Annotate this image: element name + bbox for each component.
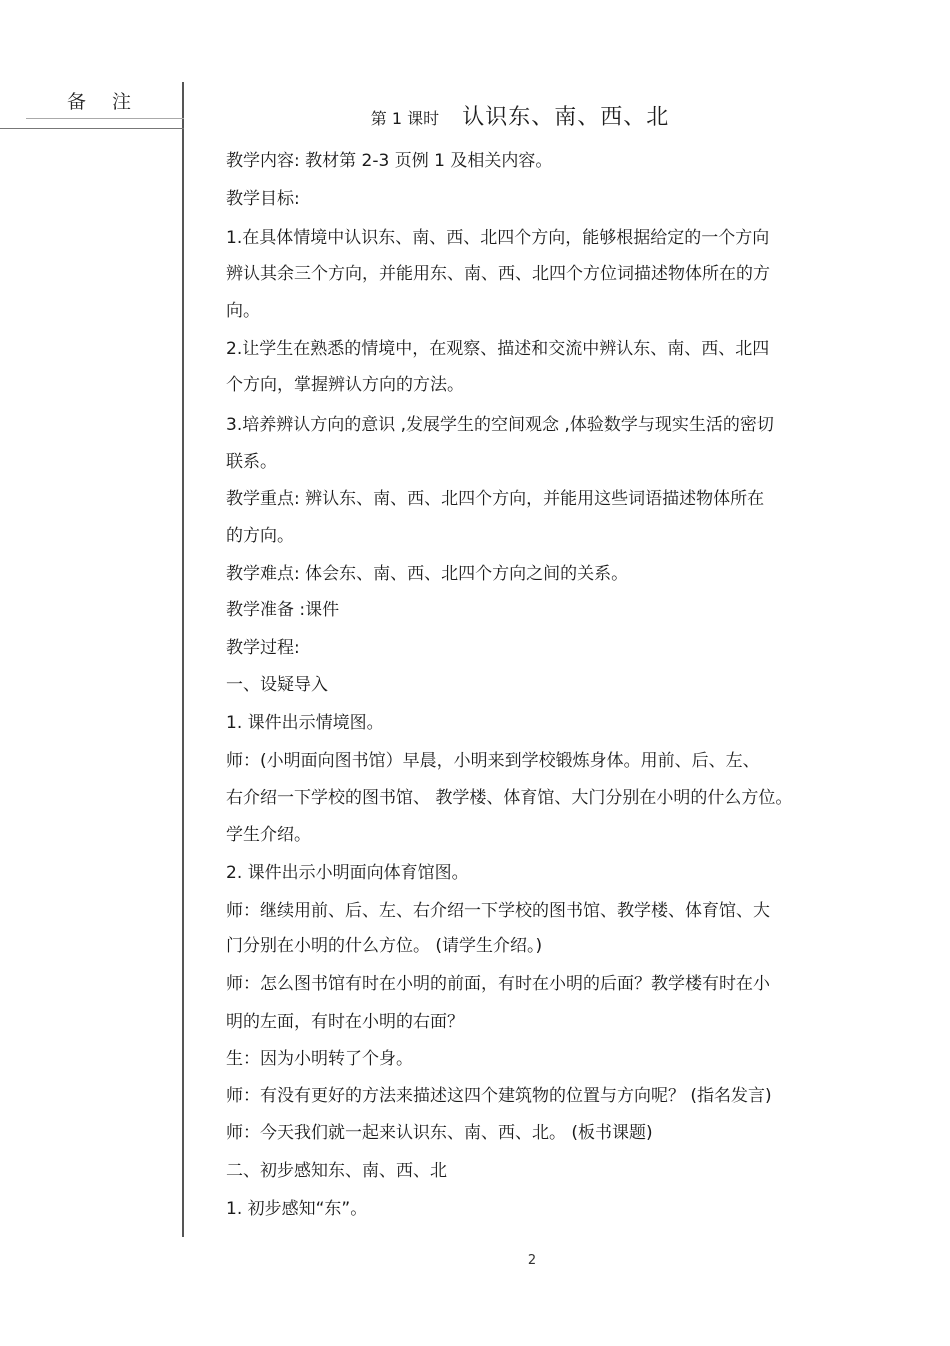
text-line: 教学过程: xyxy=(226,638,300,658)
text-line: 教学目标: xyxy=(226,189,300,209)
text-line: 个方向，掌握辨认方向的方法。 xyxy=(226,375,464,395)
sidebar-header-rule-bottom xyxy=(0,128,184,129)
text-line: 向。 xyxy=(226,301,260,321)
text-line: 的方向。 xyxy=(226,526,294,546)
text-line: 师：有没有更好的方法来描述这四个建筑物的位置与方向呢？ (指名发言) xyxy=(226,1086,772,1106)
text-line: 2.让学生在熟悉的情境中，在观察、描述和交流中辨认东、南、西、北四 xyxy=(226,339,770,359)
text-line: 3.培养辨认方向的意识 ,发展学生的空间观念 ,体验数学与现实生活的密切 xyxy=(226,415,774,435)
remarks-label: 备 注 xyxy=(66,90,142,113)
text-line: 师：今天我们就一起来认识东、南、西、北。 (板书课题) xyxy=(226,1123,653,1143)
lesson-number: 第 1 课时 xyxy=(370,109,440,128)
text-line: 师：继续用前、后、左、右介绍一下学校的图书馆、教学楼、体育馆、大 xyxy=(226,901,770,921)
sidebar-header-rule-top xyxy=(26,118,184,119)
text-line: 教学准备 :课件 xyxy=(226,600,340,620)
text-line: 教学难点: 体会东、南、西、北四个方向之间的关系。 xyxy=(226,564,629,584)
text-line: 一、设疑导入 xyxy=(226,675,328,695)
text-line: 门分别在小明的什么方位。 (请学生介绍。) xyxy=(226,936,543,956)
text-line: 1. 初步感知“东”。 xyxy=(226,1199,368,1219)
text-line: 二、初步感知东、南、西、北 xyxy=(226,1161,447,1181)
text-line: 生：因为小明转了个身。 xyxy=(226,1049,413,1069)
text-line: 2. 课件出示小明面向体育馆图。 xyxy=(226,863,469,883)
text-line: 教学重点: 辨认东、南、西、北四个方向，并能用这些词语描述物体所在 xyxy=(226,489,765,509)
lesson-topic: 认识东、南、西、北 xyxy=(462,105,670,130)
text-line: 明的左面，有时在小明的右面？ xyxy=(226,1012,464,1032)
lesson-title xyxy=(340,100,700,131)
page-number: 2 xyxy=(527,1253,537,1268)
text-line: 辨认其余三个方向，并能用东、南、西、北四个方位词描述物体所在的方 xyxy=(226,264,770,284)
text-line: 学生介绍。 xyxy=(226,825,311,845)
text-line: 联系。 xyxy=(226,452,277,472)
text-line: 右介绍一下学校的图书馆、 教学楼、体育馆、大门分别在小明的什么方位。 xyxy=(226,788,793,808)
text-line: 师：怎么图书馆有时在小明的前面，有时在小明的后面？教学楼有时在小 xyxy=(226,974,770,994)
text-line: 师：(小明面向图书馆）早晨，小明来到学校锻炼身体。用前、后、左、 xyxy=(226,751,760,771)
text-line: 教学内容: 教材第 2-3 页例 1 及相关内容。 xyxy=(226,151,553,171)
left-margin-rule xyxy=(182,82,184,1237)
text-line: 1. 课件出示情境图。 xyxy=(226,713,384,733)
text-line: 1.在具体情境中认识东、南、西、北四个方向，能够根据给定的一个方向 xyxy=(226,228,770,248)
